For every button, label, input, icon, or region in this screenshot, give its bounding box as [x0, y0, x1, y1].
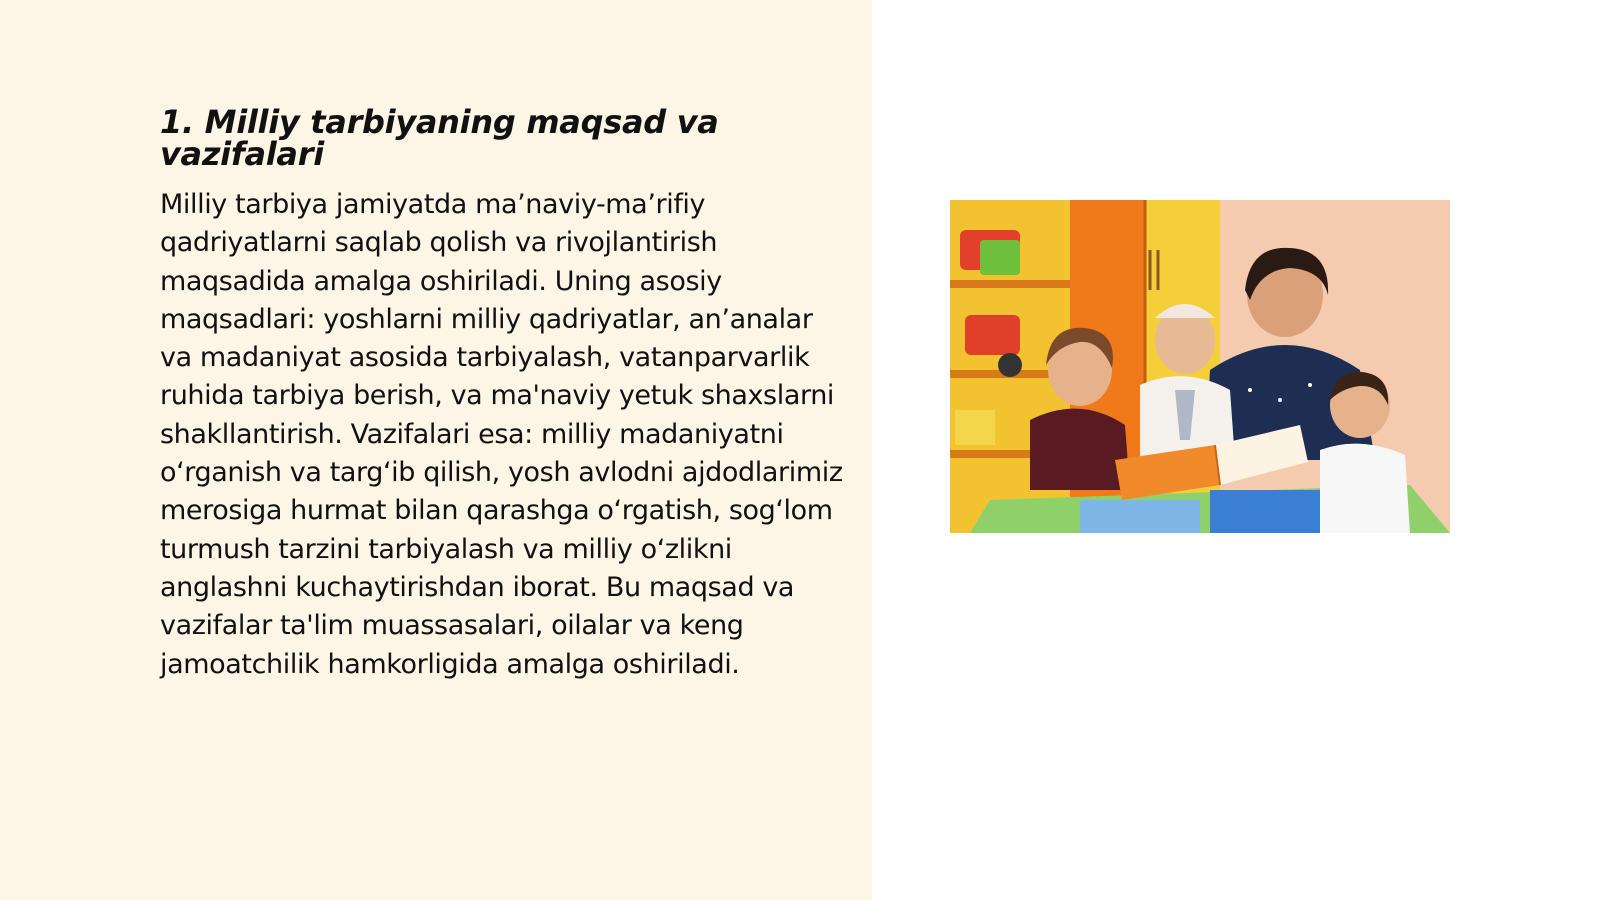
kindergarten-reading-photo	[950, 200, 1450, 533]
slide-body-text: Milliy tarbiya jamiyatda ma’naviy-ma’rifiy qadriyatlarni saqlab qolish va rivojlantirish maqsadida amalga oshiriladi. Uning asosiy maqsadlari: yoshlarni milliy qadriyatlar, an’analar va madaniyat asosida tarbiyalash, vatanparvarlik ruhida tarbiya berish, va ma'naviy yetuk shaxslarni shakllantirish. Vazifalari esa: milliy madaniyatni o‘rganish va targ‘ib qilish, yosh avlodni ajdodlarimiz merosiga hurmat bilan qarashga o‘rgatish, sog‘lom turmush tarzini tarbiyalash va milliy o‘zlikni anglashni kuchaytirishdan iborat. Bu maqsad va vazifalar ta'lim muassasalari, oilalar va keng jamoatchilik hamkorligida amalga oshiriladi.	[160, 189, 843, 680]
photo-illustration	[950, 200, 1450, 533]
slide-heading: 1. Milliy tarbiyaning maqsad va vazifalari	[160, 103, 719, 173]
